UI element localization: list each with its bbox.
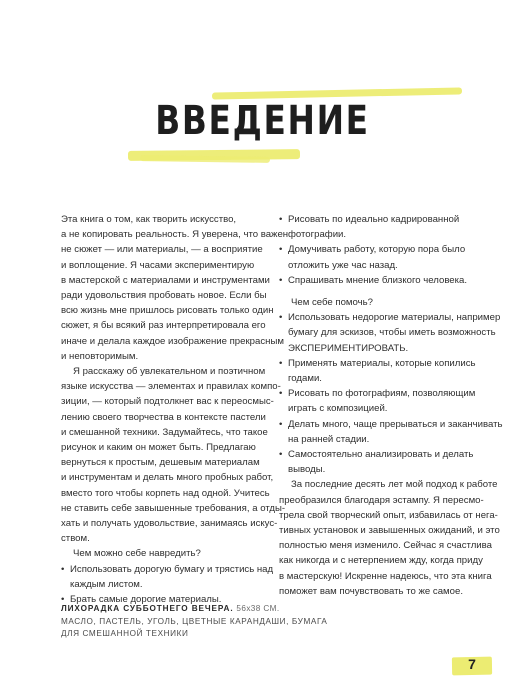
text-line: как никогда и с нетерпением жду, когда приду — [279, 555, 483, 567]
list-item-line: ЭКСПЕРИМЕНТИРОВАТЬ. — [288, 342, 409, 354]
text-line: трела свой творческий опыт, избавилась от нега- — [279, 509, 498, 521]
text-line: не ставить себе завышенные требования, а отды- — [61, 502, 286, 514]
text-line: в мастерской с материалами и инструментами — [61, 274, 270, 286]
text-line: в мастерскую! Искренне надеюсь, что эта книга — [279, 570, 492, 582]
text-line: сюжет, я бы всякий раз интерпретировала его — [61, 320, 266, 332]
list-item-line: • Применять материалы, которые копились — [279, 356, 469, 371]
list-item-line: • Делать много, чаще прерываться и заканчивать — [279, 417, 469, 432]
list-item-line: годами. — [288, 373, 322, 385]
page-title: ВВЕДЕНИЕ — [155, 98, 370, 144]
caption-title: ЛИХОРАДКА СУББОТНЕГО ВЕЧЕРА. — [61, 604, 234, 613]
text-line: вместо того чтобы корпеть над одной. Учитесь — [61, 487, 270, 499]
title-block — [0, 62, 525, 172]
text-line: и инструментам и делать много пробных работ, — [61, 472, 274, 484]
left-column — [61, 212, 289, 607]
text-line: иначе и делала каждое изображение прекрасным — [61, 335, 284, 347]
text-line: Чем себе помочь? — [291, 297, 373, 309]
text-line: и неповторимым. — [61, 350, 139, 362]
text-line: хать и получать удовольствие, занимаясь искус- — [61, 518, 278, 530]
text-line: рисунок и каким он может быть. Предлагаю — [61, 442, 256, 454]
text-line: За последние десять лет мой подход к работе — [291, 479, 498, 491]
list-item-line: фотографии. — [288, 229, 347, 241]
list-item-line: • Самостоятельно анализировать и делать — [279, 447, 469, 462]
text-line: зиции, — который подтолкнет вас к переосмыс- — [61, 396, 274, 408]
highlight-stroke-bottom-2 — [140, 155, 270, 163]
caption-size: 56x38 СМ. — [236, 604, 280, 613]
list-item-line: • Рисовать по фотографиям, позволяющим — [279, 386, 469, 401]
list-item-line: • Спрашивать мнение близкого человека. — [279, 273, 469, 288]
text-line: не сюжет — или материалы, — а восприятие — [61, 244, 263, 256]
text-line: Чем можно себе навредить? — [73, 548, 201, 560]
image-caption — [61, 603, 328, 641]
text-line: и смешанной техники. Задумайтесь, что такое — [61, 426, 268, 438]
text-line: Эта книга о том, как творить искусство, — [61, 214, 237, 225]
text-line: лению своего творчества в контексте пастели — [61, 411, 266, 423]
text-line: вернуться к простым, дешевым материалам — [61, 457, 260, 469]
text-line: Я расскажу об увлекательном и поэтичном — [73, 366, 266, 378]
text-line: полностью меня изменило. Сейчас я счастлива — [279, 540, 492, 552]
text-line: преобразился благодаря эстампу. Я пересмо- — [279, 494, 484, 506]
text-line: ством. — [61, 533, 90, 545]
paragraph-gap — [279, 288, 469, 295]
text-line: поможет вам почувствовать то же самое. — [279, 585, 463, 597]
list-item-line: каждым листом. — [70, 578, 143, 590]
list-item-line: выводы. — [288, 464, 326, 476]
text-line: ради удовольствия пробовать новое. Если бы — [61, 290, 267, 302]
text-line: а не копировать реальность. Я уверена, что важен — [61, 229, 289, 241]
list-item-line: отложить уже час назад. — [288, 259, 398, 271]
right-column — [279, 212, 503, 599]
text-line: языке искусства — элементах и правилах компо- — [61, 381, 281, 393]
list-item-line: • Использовать недорогие материалы, например — [279, 310, 469, 325]
list-item-line: играть с композицией. — [288, 403, 388, 415]
page-number: 7 — [468, 656, 476, 672]
list-item-line: • Рисовать по идеально кадрированной — [279, 212, 469, 227]
list-item-line: бумагу для эскизов, чтобы иметь возможность — [288, 327, 496, 339]
text-line: всю жизнь мне пришлось рисовать только один — [61, 305, 274, 317]
caption-materials-cont: ДЛЯ СМЕШАННОЙ ТЕХНИКИ — [61, 629, 189, 639]
list-item-line: на ранней стадии. — [288, 433, 370, 445]
list-item-line: • Брать самые дорогие материалы. — [61, 592, 254, 607]
list-item-line: • Использовать дорогую бумагу и трястись над — [61, 562, 254, 577]
text-line: тивных установок и завышенных ожиданий, и это — [279, 525, 500, 537]
text-line: и воплощение. Я часами экспериментирую — [61, 259, 255, 271]
caption-materials: МАСЛО, ПАСТЕЛЬ, УГОЛЬ, ЦВЕТНЫЕ КАРАНДАШИ, БУМАГА — [61, 616, 328, 626]
list-item-line: • Домучивать работу, которую пора было — [279, 242, 469, 257]
